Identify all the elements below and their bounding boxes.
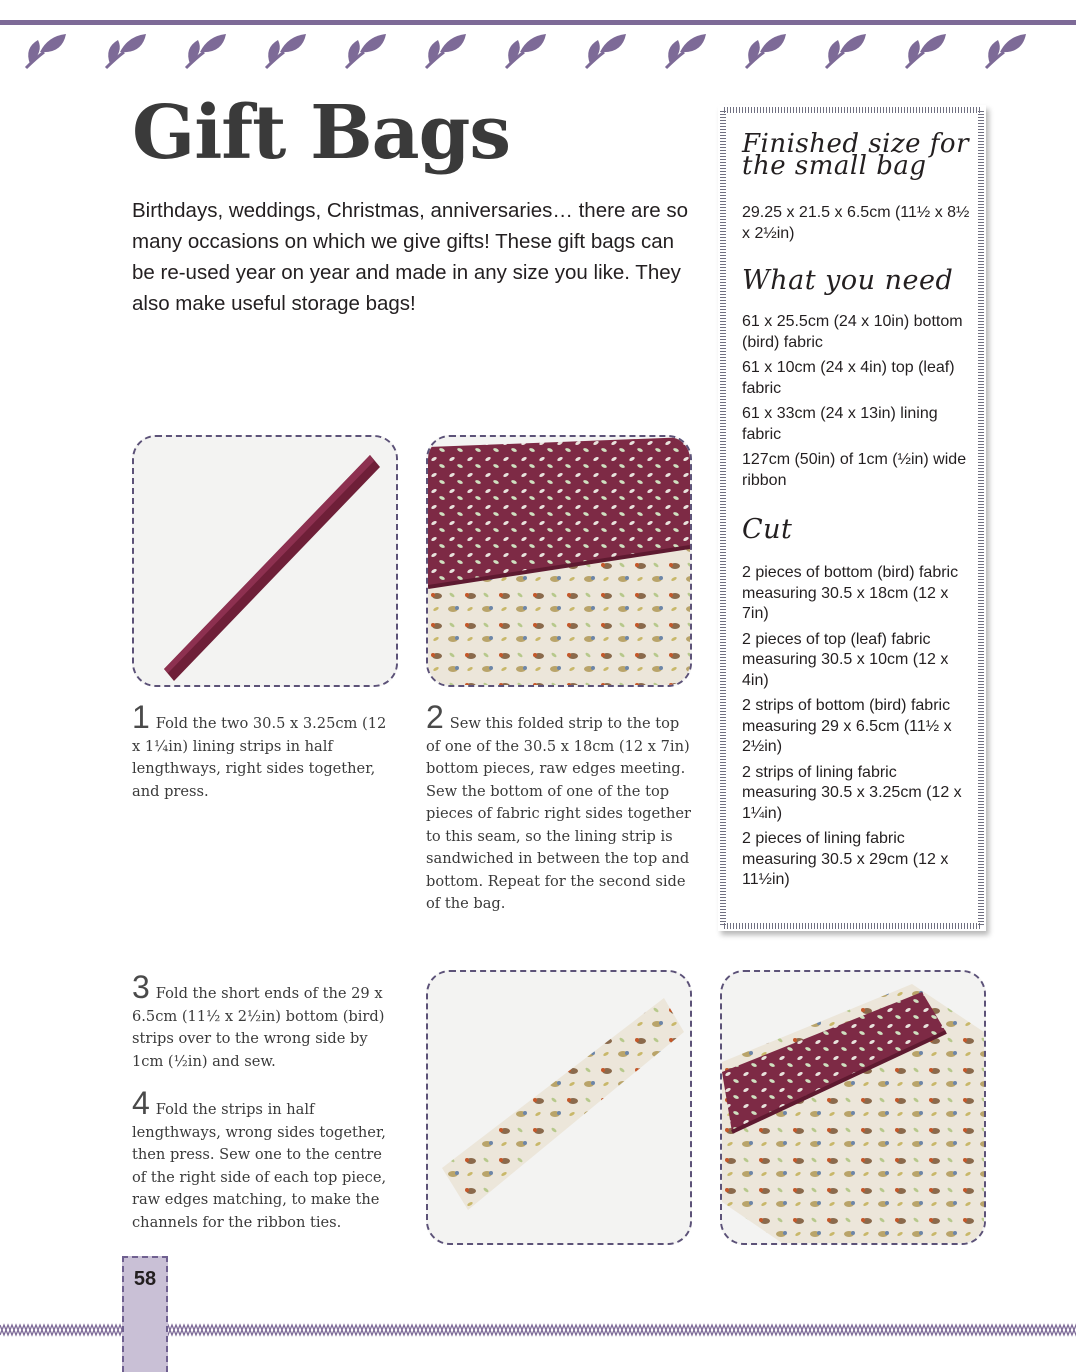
materials-sidebar — [718, 105, 986, 931]
leaf-icon — [986, 34, 1026, 68]
step-number: 1 — [132, 699, 150, 735]
leaf-icon — [506, 34, 546, 68]
step-1-text — [132, 699, 392, 803]
list-item: 2 pieces of top (leaf) fabric measuring 30.5 x 10cm (12 x 4in) — [742, 630, 949, 689]
intro-paragraph: Birthdays, weddings, Christmas, anniversaries… there are so many occasions on which we give gifts! These gift bags can be re-used year on year and made in any size you like. They also make useful storage bags! — [132, 199, 689, 315]
leaf-icon — [746, 34, 786, 68]
list-item: 2 strips of bottom (bird) fabric measuring 29 x 6.5cm (11½ x 2½in) — [742, 697, 952, 755]
leaf-icon — [186, 34, 226, 68]
step-2-text — [426, 699, 694, 916]
step-number: 2 — [426, 699, 444, 735]
step-1-photo — [132, 435, 398, 687]
page-number-tab — [122, 1256, 168, 1372]
top-border-line — [0, 20, 1076, 25]
list-item: 2 pieces of lining fabric measuring 30.5 x 29cm (12 x 11½in) — [742, 830, 949, 888]
leaf-icon — [266, 34, 306, 68]
stitch-border — [724, 107, 980, 113]
step-4-text — [132, 1085, 394, 1234]
leaf-icon — [586, 34, 626, 68]
leaf-icon — [346, 34, 386, 68]
list-item: 127cm (50in) of 1cm (½in) wide ribbon — [742, 451, 967, 489]
step-body: Fold the strips in half lengthways, wrong sides together, then press. Sew one to the centre of the right side of each top piece, raw edges matching, to make the channels for the ribbon ties. — [132, 1101, 387, 1231]
page-title: Gift Bags — [132, 90, 510, 176]
step-body: Fold the short ends of the 29 x 6.5cm (11½ x 2½in) bottom (bird) strips over to the wrong side by 1cm (½in) and sew. — [132, 985, 385, 1070]
step-3-photo — [426, 970, 692, 1245]
stitch-border — [720, 111, 726, 925]
step-2-photo — [426, 435, 692, 687]
list-item: 2 strips of lining fabric measuring 30.5 x 3.25cm (12 x 1¼in) — [742, 763, 962, 822]
leaf-border-icons — [22, 28, 1072, 72]
finished-size-value: 29.25 x 21.5 x 6.5cm (11½ x 8½ x 2½in) — [742, 204, 970, 242]
list-item: 61 x 25.5cm (24 x 10in) bottom (bird) fabric — [742, 313, 963, 351]
step-number: 3 — [132, 969, 150, 1005]
list-item: 61 x 10cm (24 x 4in) top (leaf) fabric — [742, 359, 955, 397]
stitch-border — [724, 923, 980, 929]
stitch-border — [978, 111, 984, 925]
leaf-icon — [106, 34, 146, 68]
list-item: 61 x 33cm (24 x 13in) lining fabric — [742, 405, 938, 443]
materials-list — [742, 312, 974, 491]
step-body: Sew this folded strip to the top of one of the 30.5 x 18cm (12 x 7in) bottom pieces, raw edges meeting. Sew the bottom of one of the top pieces of fabric right sides together to this seam, so the lining strip is sandwiched in between the top and bottom. Repeat for the second side of the bag. — [426, 715, 691, 912]
step-number: 4 — [132, 1085, 150, 1121]
leaf-icon — [906, 34, 946, 68]
step-3-text — [132, 969, 394, 1073]
page-number: 58 — [133, 1268, 157, 1290]
list-item: 2 pieces of bottom (bird) fabric measuring 30.5 x 18cm (12 x 7in) — [742, 564, 959, 622]
what-you-need-heading: What you need — [742, 265, 954, 296]
step-4-photo — [720, 970, 986, 1245]
step-body: Fold the two 30.5 x 3.25cm (12 x 1¼in) lining strips in half lengthways, right sides together, and press. — [132, 715, 387, 800]
cut-heading: Cut — [742, 514, 793, 545]
cut-list — [742, 563, 974, 891]
leaf-icon — [826, 34, 866, 68]
leaf-icon — [26, 34, 66, 68]
finished-size-heading: Finished size for the small bag — [742, 129, 970, 181]
leaf-icon — [666, 34, 706, 68]
leaf-icon — [426, 34, 466, 68]
